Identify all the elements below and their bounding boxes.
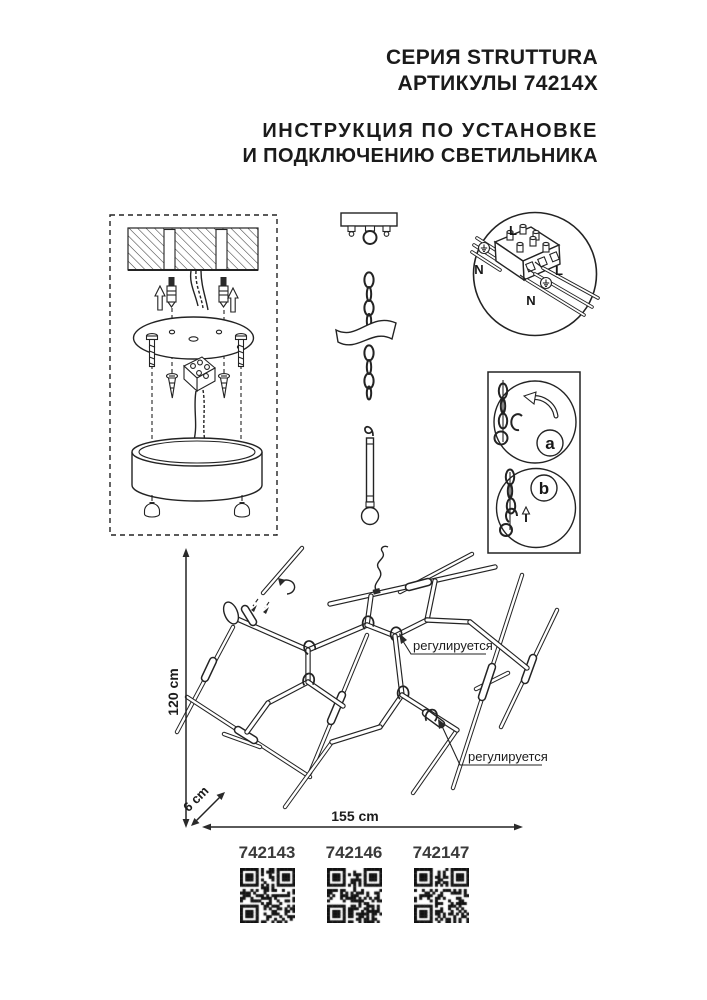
chandelier-rods [177,548,557,807]
instruction-line-1: ИНСТРУКЦИЯ ПО УСТАНОВКЕ [262,120,598,142]
insert-up-arrow-icon [228,288,238,312]
neutral-label-right: N [526,293,536,308]
earth-ground-icon [541,278,552,289]
mains-wires [191,271,208,310]
rotate-arrowhead [278,578,286,586]
wall-plug [219,277,228,307]
line-label-left: L [509,223,517,238]
canopy [132,438,262,501]
chain-adjust-diagram [486,370,584,556]
insert-arrowhead [263,607,269,614]
adjustable-callout-1 [399,633,493,654]
short-screw [167,374,178,398]
rod-dim-label: 6 cm [180,783,212,815]
terminal-block-small [184,357,215,442]
wiring-detail-diagram [465,204,640,349]
article-number: 742143 [238,843,296,862]
instruction-line-2: И ПОДКЛЮЧЕНИЮ СВЕТИЛЬНИКА [242,145,598,167]
step-a-label: a [545,434,555,453]
chandelier-diagram [165,542,565,842]
rod-insert-detail [221,578,295,626]
width-dim-label: 155 cm [331,808,379,824]
neutral-label-left: N [474,262,484,277]
series-title: СЕРИЯ STRUTTURA [385,46,598,69]
series-articles: АРТИКУЛЫ 74214X [397,72,598,95]
chain [336,272,396,399]
height-dim-label: 120 cm [165,668,181,716]
short-screw [219,374,230,398]
height-dimension [165,548,189,828]
ceiling-mount-diagram [100,208,285,540]
drill-hole [216,230,227,270]
article-742146 [323,845,385,923]
ceiling-hatch [128,228,258,270]
power-cord [375,546,388,592]
article-742147 [410,845,472,923]
insert-up-arrow-icon [155,286,165,310]
suspension-rod [362,427,379,525]
article-number: 742147 [412,843,470,862]
wall-plug [167,277,176,307]
qr-code [414,868,469,923]
drill-hole [164,230,175,270]
adjustable-label-2: регулируется [468,749,548,764]
earth-ground-icon [479,243,490,254]
insert-arrowhead [251,605,257,612]
step-b-label: b [538,479,550,498]
suspension-parts-diagram [328,200,432,540]
width-dimension [202,808,523,830]
canopy-side-view [341,213,397,244]
qr-code [327,868,382,923]
article-742143 [236,845,298,923]
header-instruction [0,119,598,169]
article-number: 742146 [325,843,383,862]
adjustable-label-1: регулируется [413,638,493,653]
qr-code [240,868,295,923]
header-series [0,45,598,97]
line-label-right: L [555,263,563,278]
